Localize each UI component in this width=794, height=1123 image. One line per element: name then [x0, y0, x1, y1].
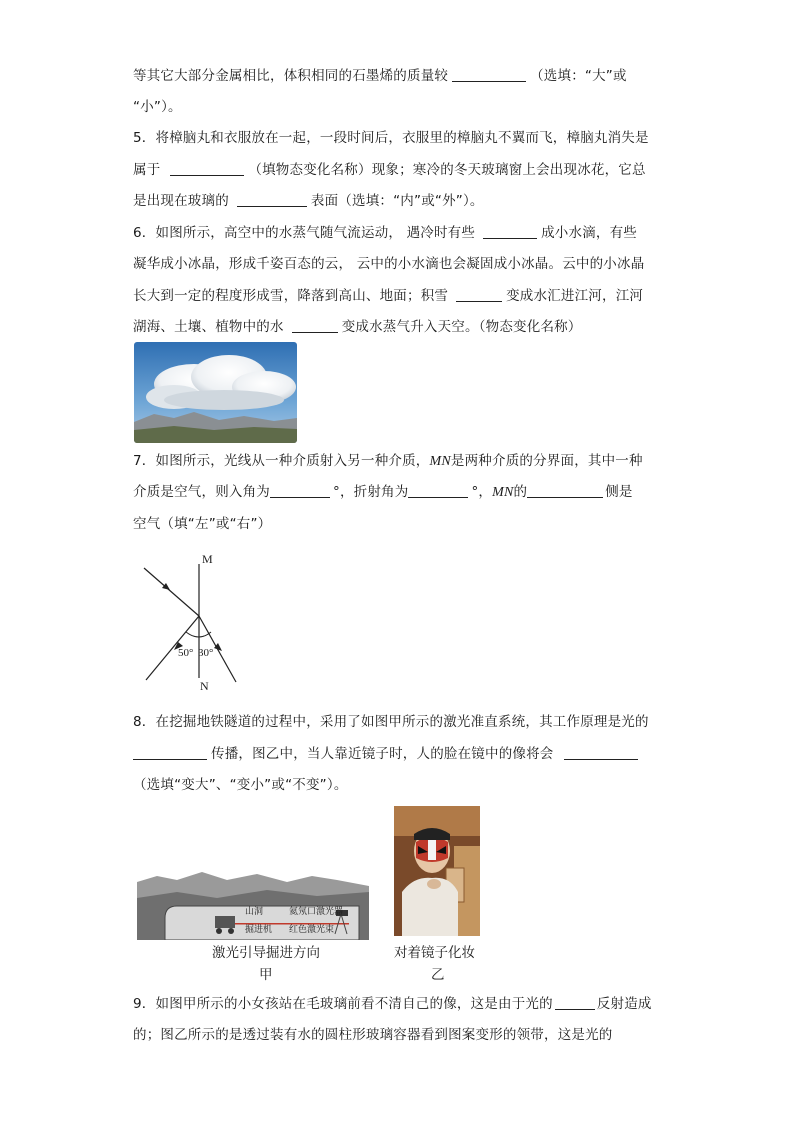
refraction-diagram: [138, 546, 248, 694]
label-laser: 氦氖口激光器: [289, 907, 344, 917]
fig-a-tag: 甲: [259, 967, 273, 983]
tunnel-figure: [137, 868, 369, 940]
q8-answer-blank-1[interactable]: [133, 745, 207, 760]
q9-text: 的；图乙所示的是透过装有水的圆柱形玻璃容器看到图案变形的领带，这是光的: [133, 1027, 613, 1043]
q6-answer-blank-2[interactable]: [456, 287, 502, 302]
q4-text: （选填：“大”或: [530, 68, 627, 84]
q8-line-1: [133, 712, 649, 732]
q5-answer-blank-2[interactable]: [237, 192, 307, 207]
cloud-photo-drawing: [134, 342, 297, 443]
angle-right-label: 30°: [198, 647, 214, 659]
q8-line-3: [133, 775, 348, 795]
q7-line-2: [133, 482, 633, 503]
q4-text: “小”）。: [133, 99, 182, 115]
q6-text: 湖海、土壤、植物中的水: [133, 319, 284, 335]
incident-ray: [144, 568, 199, 616]
q6-answer-blank-1[interactable]: [483, 224, 537, 239]
q4-line-2: [133, 97, 182, 117]
q9-line-1: [133, 994, 652, 1014]
fig-a-caption: 激光引导掘进方向: [212, 945, 320, 961]
q6-text: 变成水蒸气升入天空。（物态变化名称）: [341, 319, 582, 335]
fig-b-tag: 乙: [431, 967, 445, 983]
q7-mn-label: MN: [429, 454, 451, 469]
q6-text: 成小水滴，有些: [541, 225, 637, 241]
q5-line-3: [133, 191, 484, 211]
q5-text: 是出现在玻璃的: [133, 193, 229, 209]
fig-b-caption: 对着镜子化妆: [394, 945, 475, 961]
q7-text: °，: [471, 484, 493, 500]
q5-text: 5．将樟脑丸和衣服放在一起，一段时间后，衣服里的樟脑丸不翼而飞，樟脑丸消失是: [133, 130, 649, 146]
q7-text: 的: [513, 484, 528, 500]
label-machine: 掘进机: [245, 925, 273, 935]
q6-text: 凝华成小冰晶，形成千姿百态的云， 云中的小水滴也会凝固成小冰晶。云中的小冰晶: [133, 256, 645, 272]
label-beam: 红色激光束: [289, 925, 335, 935]
q7-text: 空气（填“左”或“右”）: [133, 516, 272, 532]
q7-text: °，折射角为: [333, 484, 409, 500]
q8-line-2: [133, 744, 642, 764]
q7-text: 是两种介质的分界面，其中一种: [450, 453, 643, 469]
q8-text: 8．在挖掘地铁隧道的过程中，采用了如图甲所示的激光准直系统，其工作原理是光的: [133, 714, 649, 730]
label-m: M: [202, 552, 213, 566]
q8-text: 传播，图乙中，当人靠近镜子时，人的脸在镜中的像将会: [211, 746, 554, 762]
q6-line-2: [133, 254, 644, 274]
boring-machine: [215, 916, 235, 928]
q7-line-1: [133, 451, 643, 472]
q7-mn-label: MN: [492, 485, 514, 500]
makeup-photo: [394, 806, 480, 936]
q4-answer-blank[interactable]: [452, 67, 526, 82]
q6-line-1: [133, 223, 637, 243]
q6-text: 长大到一定的程度形成雪，降落到高山、地面；积雪: [133, 288, 449, 304]
q7-text: 介质是空气，则入角为: [133, 484, 270, 500]
q5-answer-blank-1[interactable]: [170, 161, 244, 176]
q7-answer-blank-1[interactable]: [270, 483, 330, 498]
q5-line-1: [133, 128, 649, 148]
angle-left-label: 50°: [178, 647, 194, 659]
q7-text: 7．如图所示，光线从一种介质射入另一种介质，: [133, 453, 430, 469]
makeup-photo-drawing: [394, 806, 480, 936]
q7-answer-blank-2[interactable]: [408, 483, 468, 498]
q6-line-3: [133, 286, 643, 306]
q9-line-2: [133, 1025, 613, 1045]
q5-text: （填物态变化名称）现象；寒冷的冬天玻璃窗上会出现冰花，它总: [248, 162, 646, 178]
q5-text: 表面（选填：“内”或“外”）。: [310, 193, 484, 209]
q9-text: 反射造成: [596, 996, 652, 1012]
q7-line-3: [133, 514, 271, 534]
q6-text: 6．如图所示，高空中的水蒸气随气流运动， 遇冷时有些: [133, 225, 476, 241]
q5-line-2: [133, 160, 646, 180]
q7-answer-blank-3[interactable]: [527, 483, 603, 498]
q7-text: 侧是: [605, 484, 633, 500]
q6-line-4: [133, 317, 582, 337]
q8-answer-blank-2[interactable]: [564, 745, 638, 760]
machine-wheel: [216, 928, 222, 934]
q4-line-1: [133, 66, 627, 86]
q6-text: 变成水汇进江河，江河: [506, 288, 644, 304]
q6-answer-blank-3[interactable]: [292, 318, 338, 333]
label-shandong: 山洞: [245, 907, 264, 917]
q9-text: 9．如图甲所示的小女孩站在毛玻璃前看不清自己的像，这是由于光的: [133, 996, 553, 1012]
machine-wheel: [228, 928, 234, 934]
q9-answer-blank-1[interactable]: [555, 995, 595, 1010]
label-n: N: [200, 679, 209, 693]
q8-text: （选填“变大”、“变小”或“不变”）。: [133, 777, 348, 793]
cloud-photo: [134, 342, 297, 443]
q4-text: 等其它大部分金属相比，体积相同的石墨烯的质量较: [133, 68, 449, 84]
q5-text: 属于: [133, 162, 161, 178]
